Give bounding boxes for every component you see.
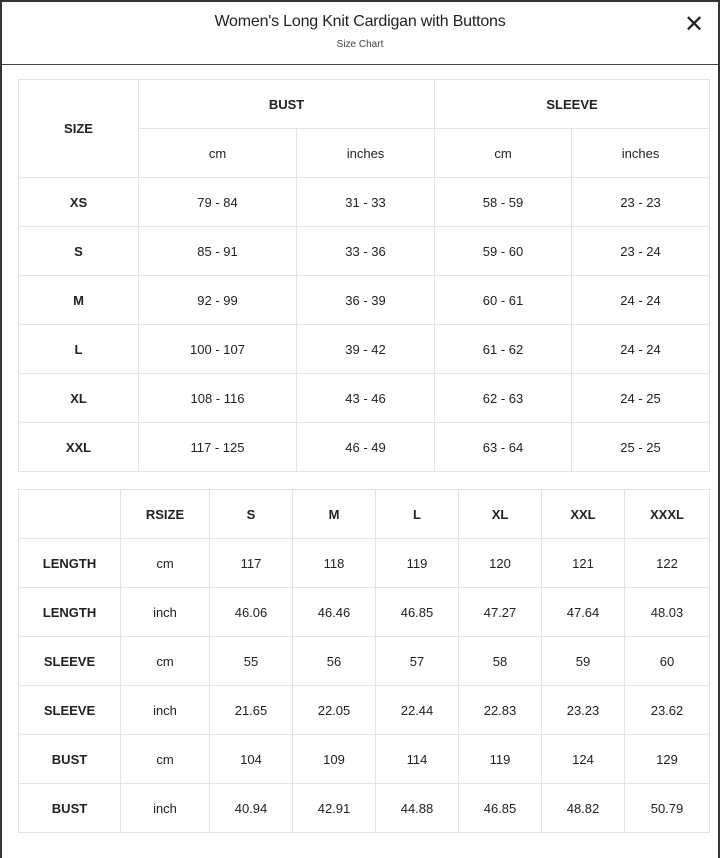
table-cell: 43 - 46 <box>297 374 435 423</box>
table-cell: 60 - 61 <box>435 276 572 325</box>
unit-header: inches <box>297 129 435 178</box>
table-row <box>19 227 710 276</box>
table-cell: 59 - 60 <box>435 227 572 276</box>
table-cell: 33 - 36 <box>297 227 435 276</box>
size-header: SIZE <box>19 80 139 178</box>
table-cell: 31 - 33 <box>297 178 435 227</box>
table-cell: 117 <box>210 539 293 588</box>
table-cell: 47.64 <box>542 588 625 637</box>
measure-label: LENGTH <box>19 588 121 637</box>
table-cell: 40.94 <box>210 784 293 833</box>
measure-label: SLEEVE <box>19 686 121 735</box>
table-cell: 23.62 <box>625 686 710 735</box>
table-cell: 22.05 <box>293 686 376 735</box>
table-cell: 85 - 91 <box>139 227 297 276</box>
table-cell: 22.83 <box>459 686 542 735</box>
table-cell: 23 - 24 <box>572 227 710 276</box>
table-cell: 24 - 24 <box>572 325 710 374</box>
table-cell: 23.23 <box>542 686 625 735</box>
size-label: L <box>19 325 139 374</box>
table-cell: 48.03 <box>625 588 710 637</box>
table-cell: 114 <box>376 735 459 784</box>
unit-cell: inch <box>121 588 210 637</box>
size-label: M <box>19 276 139 325</box>
measure-label: LENGTH <box>19 539 121 588</box>
size-label: XXL <box>19 423 139 472</box>
table-cell: 109 <box>293 735 376 784</box>
table-cell: 122 <box>625 539 710 588</box>
measure-label: BUST <box>19 784 121 833</box>
table-cell: 44.88 <box>376 784 459 833</box>
size-column-header: S <box>210 490 293 539</box>
table-cell: 47.27 <box>459 588 542 637</box>
measurement-table <box>18 489 710 833</box>
table-row <box>19 325 710 374</box>
table-cell: 129 <box>625 735 710 784</box>
table-cell: 61 - 62 <box>435 325 572 374</box>
table-cell: 42.91 <box>293 784 376 833</box>
unit-cell: cm <box>121 637 210 686</box>
table-cell: 39 - 42 <box>297 325 435 374</box>
table-cell: 58 <box>459 637 542 686</box>
table-cell: 25 - 25 <box>572 423 710 472</box>
table-row <box>19 784 710 833</box>
size-column-header: L <box>376 490 459 539</box>
size-label: S <box>19 227 139 276</box>
table-cell: 59 <box>542 637 625 686</box>
sleeve-header: SLEEVE <box>435 80 710 129</box>
table-cell: 104 <box>210 735 293 784</box>
corner-cell <box>19 490 121 539</box>
table-cell: 119 <box>376 539 459 588</box>
size-column-header: XXXL <box>625 490 710 539</box>
table-cell: 36 - 39 <box>297 276 435 325</box>
table-row <box>19 423 710 472</box>
size-column-header: XXL <box>542 490 625 539</box>
table-row <box>19 686 710 735</box>
table-cell: 46.85 <box>376 588 459 637</box>
table-cell: 100 - 107 <box>139 325 297 374</box>
table-cell: 117 - 125 <box>139 423 297 472</box>
table-cell: 119 <box>459 735 542 784</box>
table-cell: 50.79 <box>625 784 710 833</box>
table-cell: 118 <box>293 539 376 588</box>
table-cell: 57 <box>376 637 459 686</box>
table-cell: 92 - 99 <box>139 276 297 325</box>
product-title: Women's Long Knit Cardigan with Buttons <box>214 13 506 30</box>
table-cell: 121 <box>542 539 625 588</box>
table-cell: 108 - 116 <box>139 374 297 423</box>
modal-subtitle: Size Chart <box>336 39 384 50</box>
table-row <box>19 637 710 686</box>
table-cell: 22.44 <box>376 686 459 735</box>
measure-label: SLEEVE <box>19 637 121 686</box>
table-cell: 79 - 84 <box>139 178 297 227</box>
table-cell: 56 <box>293 637 376 686</box>
close-icon[interactable]: ✕ <box>683 11 705 38</box>
table-row <box>19 588 710 637</box>
table-row <box>19 178 710 227</box>
size-column-header: XL <box>459 490 542 539</box>
table-cell: 62 - 63 <box>435 374 572 423</box>
unit-cell: cm <box>121 539 210 588</box>
unit-cell: inch <box>121 784 210 833</box>
table-row <box>19 276 710 325</box>
table-cell: 46 - 49 <box>297 423 435 472</box>
table-cell: 46.46 <box>293 588 376 637</box>
table-cell: 21.65 <box>210 686 293 735</box>
table-cell: 23 - 23 <box>572 178 710 227</box>
table-cell: 120 <box>459 539 542 588</box>
table-cell: 124 <box>542 735 625 784</box>
size-column-header: M <box>293 490 376 539</box>
unit-header: cm <box>435 129 572 178</box>
table-cell: 24 - 25 <box>572 374 710 423</box>
size-range-table <box>18 79 710 472</box>
size-label: XS <box>19 178 139 227</box>
unit-cell: inch <box>121 686 210 735</box>
rsize-header: RSIZE <box>121 490 210 539</box>
table-row <box>19 735 710 784</box>
table-cell: 55 <box>210 637 293 686</box>
table-cell: 58 - 59 <box>435 178 572 227</box>
unit-header: inches <box>572 129 710 178</box>
table-cell: 46.06 <box>210 588 293 637</box>
table-cell: 60 <box>625 637 710 686</box>
table-row <box>19 374 710 423</box>
unit-header: cm <box>139 129 297 178</box>
measure-label: BUST <box>19 735 121 784</box>
table-cell: 24 - 24 <box>572 276 710 325</box>
modal-header <box>2 2 718 65</box>
table-cell: 46.85 <box>459 784 542 833</box>
unit-cell: cm <box>121 735 210 784</box>
bust-header: BUST <box>139 80 435 129</box>
table-cell: 48.82 <box>542 784 625 833</box>
table-cell: 63 - 64 <box>435 423 572 472</box>
table-row <box>19 539 710 588</box>
size-label: XL <box>19 374 139 423</box>
